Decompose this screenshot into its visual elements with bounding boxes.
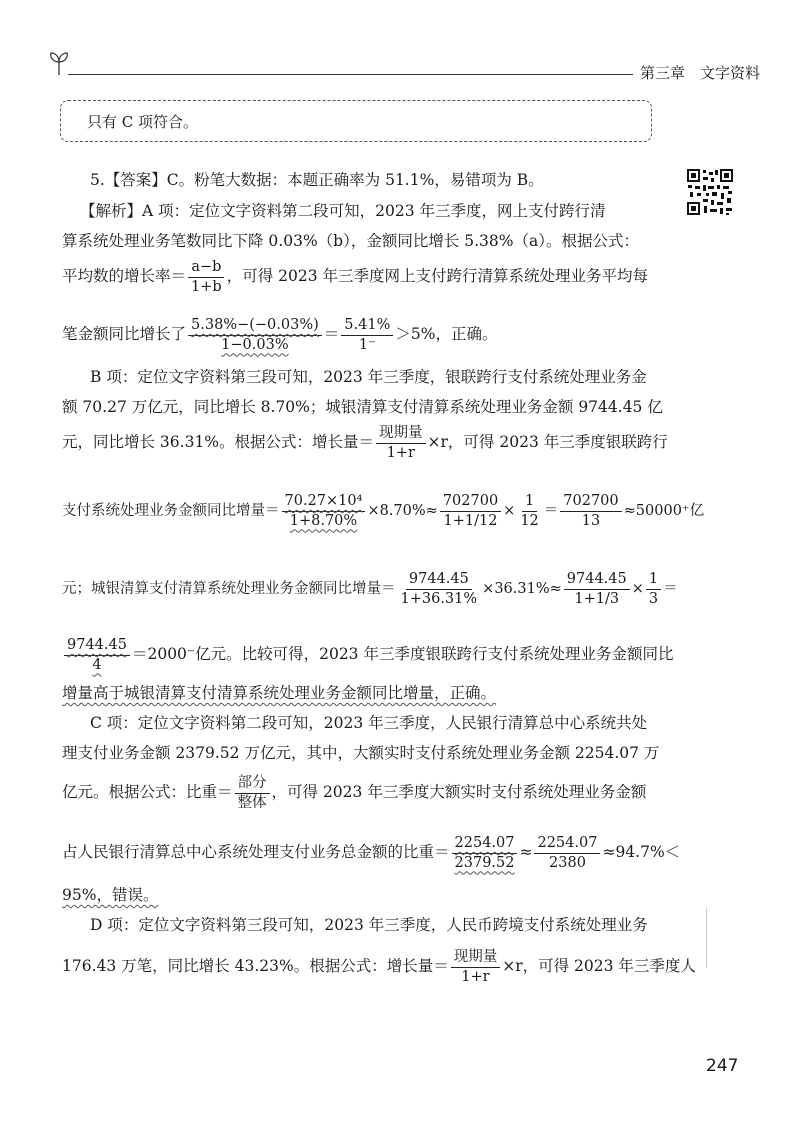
sprout-icon — [48, 50, 70, 76]
fraction: $\frac{\text{70.27×10⁴}}{1+8.70\%}$ — [282, 494, 366, 528]
analysis-c-line5: 95%，错误。 — [62, 886, 159, 904]
analysis-c-line2: 理支付业务金额 2379.52 万亿元，其中，大额实时支付系统处理业务金额 2254.07 万 — [62, 744, 660, 762]
analysis-b-line1: B 项：定位文字资料第三段可知，2023 年三季度，银联跨行支付系统处理业务金 — [90, 368, 647, 386]
formula-label: 平均数的增长率＝ — [62, 267, 187, 285]
analysis-a-line2: 算系统处理业务笔数同比下降 0.03%（b），金额同比增长 5.38%（a）。根据公式： — [62, 232, 639, 250]
analysis-a-line4: 笔金额同比增长了 $\frac{5.38\%-(-0.03\%)}{1-0.03\%}$ ＝ $\frac{5.41\%}{1^-}$ ＞5%，正确。 — [62, 317, 498, 353]
header-rule — [68, 74, 633, 75]
note-text: 只有 C 项符合。 — [87, 113, 199, 131]
analysis-c-line1: C 项：定位文字资料第二段可知，2023 年三季度，人民银行清算总中心系统共处 — [90, 714, 648, 732]
analysis-b-line5: 元；城银清算支付清算系统处理业务金额同比增量＝ $\frac{9744.45}{1+36.31\%}$ ×36.31%≈ $\frac{9744.45}{1+1/3}$ × $\frac{1}{3}$ ＝ — [62, 571, 678, 607]
analysis-a-line3: 平均数的增长率＝ $\frac{a-b}{1+b}$ ，可得 2023 年三季度网上支付跨行清算系统处理业务平均每 — [62, 259, 648, 295]
fraction: $\frac{a-b}{1+b}$ — [188, 260, 225, 294]
analysis-d-line2: 176.43 万笔，同比增长 43.23%。根据公式：增长量＝ $\frac{\text{现期量}}{1+r}$ ×r，可得 2023 年三季度人 — [62, 949, 696, 985]
note-box — [60, 100, 652, 142]
qr-code-icon[interactable] — [686, 168, 734, 216]
fraction: $\frac{9744.45}{1+1/3}$ — [564, 572, 630, 606]
analysis-d-line1: D 项：定位文字资料第三段可知，2023 年三季度，人民币跨境支付系统处理业务 — [90, 916, 648, 934]
analysis-b-line2: 额 70.27 万亿元，同比增长 8.70%；城银清算支付清算系统处理业务金额 9744.45 亿 — [62, 398, 663, 416]
fraction: $\frac{702700}{13}$ — [560, 494, 621, 528]
analysis-c-line3: 亿元。根据公式：比重＝ $\frac{\text{部分}}{\text{整体}}$ ，可得 2023 年三季度大额实时支付系统处理业务金额 — [62, 775, 647, 811]
fraction: $\frac{1}{12}$ — [520, 493, 539, 529]
chapter-title: 第三章 文字资料 — [640, 64, 761, 82]
fraction: $\frac{\text{现期量}}{1+r}$ — [451, 950, 501, 984]
page-header — [48, 52, 761, 82]
analysis-b-line6: $\frac{9744.45}{4}$ ＝2000⁻亿元。比较可得，2023 年三季度银联跨行支付系统处理业务金额同比 — [62, 638, 673, 672]
analysis-b-line4: 支付系统处理业务金额同比增量＝ $\frac{\text{70.27×10⁴}}{1+8.70\%}$ ×8.70%≈ $\frac{702700}{1+1/12}$ × $\frac{1}{12}$ ＝ $\frac{702700}{13}$ ≈50000⁺亿 — [62, 493, 705, 529]
page-edge-mark — [706, 908, 707, 968]
fraction: $\frac{702700}{1+1/12}$ — [440, 494, 501, 528]
page-number: 247 — [706, 1056, 739, 1076]
analysis-c-line4: 占人民银行清算总中心系统处理支付业务总金额的比重＝ $\frac{2254.07}{2379.52}$ ≈ $\frac{2254.07}{2380}$ ≈94.7%＜ — [62, 835, 681, 871]
analysis-b-line7: 增量高于城银清算支付清算系统处理业务金额同比增量，正确。 — [62, 684, 497, 702]
fraction: $\frac{1}{3}$ — [646, 572, 661, 606]
fraction: $\frac{\text{现期量}}{1+r}$ — [376, 426, 426, 460]
fraction: $\frac{5.38\%-(-0.03\%)}{1-0.03\%}$ — [188, 318, 322, 352]
fraction: $\frac{9744.45}{4}$ — [64, 638, 130, 672]
fraction: $\frac{5.41\%}{1^-}$ — [341, 318, 393, 352]
analysis-a-line1: 【解析】A 项：定位文字资料第二段可知，2023 年三季度，网上支付跨行清 — [80, 202, 606, 220]
fraction: $\frac{2254.07}{2379.52}$ — [452, 836, 518, 870]
fraction: $\frac{2254.07}{2380}$ — [534, 836, 600, 870]
analysis-b-line3: 元，同比增长 36.31%。根据公式：增长量＝ $\frac{\text{现期量}}{1+r}$ ×r，可得 2023 年三季度银联跨行 — [62, 425, 668, 461]
answer-line: 5.【答案】C。粉笔大数据：本题正确率为 51.1%，易错项为 B。 — [90, 171, 544, 189]
fraction: $\frac{9744.45}{1+36.31\%}$ — [400, 571, 478, 607]
fraction: $\frac{\text{部分}}{\text{整体}}$ — [235, 776, 270, 810]
